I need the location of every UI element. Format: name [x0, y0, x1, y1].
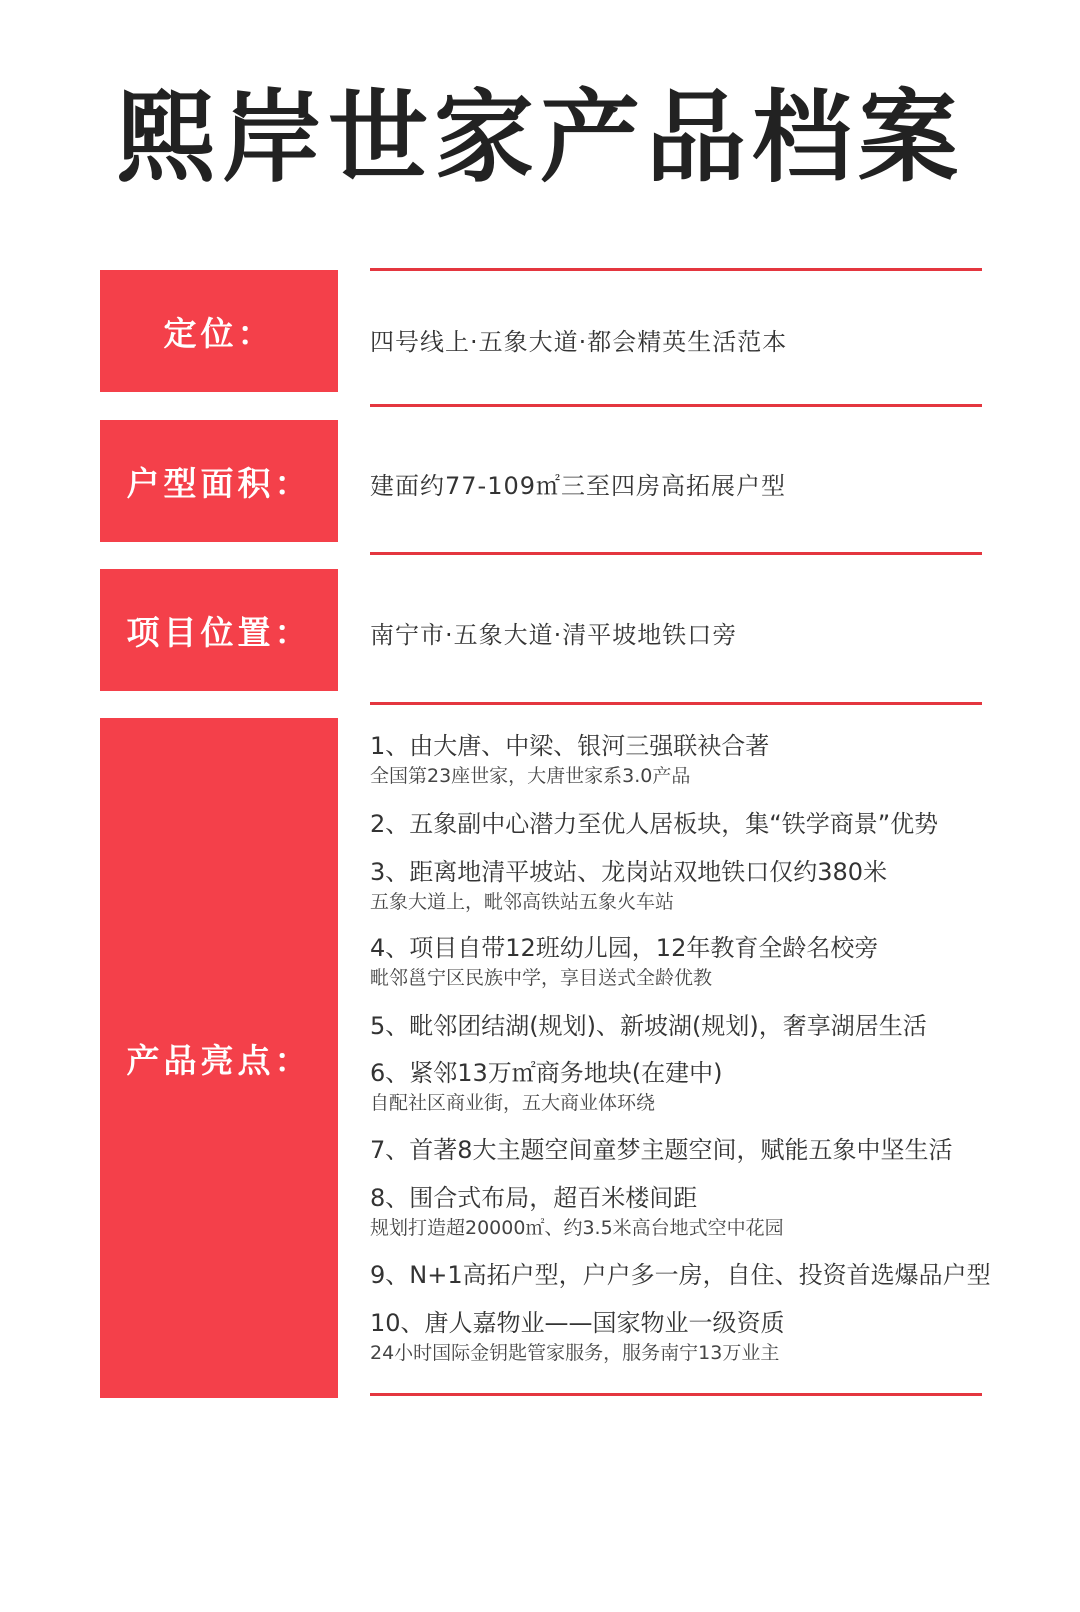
highlight-item-5 — [370, 1010, 927, 1042]
positioning-label: 定位： — [100, 270, 338, 392]
highlight-subtext: 毗邻邕宁区民族中学，享目送式全龄优教 — [370, 967, 713, 989]
highlight-item-1 — [370, 730, 769, 790]
highlight-text: 9、N+1高拓户型，户户多一房，自住、投资首选爆品户型 — [370, 1261, 991, 1289]
divider — [370, 268, 982, 271]
location-value: 南宁市·五象大道·清平坡地铁口旁 — [370, 621, 738, 649]
highlight-item-2 — [370, 808, 938, 840]
highlight-text: 8、围合式布局，超百米楼间距 — [370, 1184, 698, 1212]
divider — [370, 552, 982, 555]
highlight-item-4 — [370, 932, 878, 992]
highlight-subtext: 五象大道上，毗邻高铁站五象火车站 — [370, 891, 675, 913]
highlight-subtext: 自配社区商业街，五大商业体环绕 — [370, 1092, 656, 1114]
highlight-text: 10、唐人嘉物业——国家物业一级资质 — [370, 1309, 785, 1337]
unit-area-label: 户型面积： — [100, 420, 338, 542]
page-title: 熙岸世家产品档案 — [116, 79, 964, 196]
divider — [370, 702, 982, 705]
highlight-item-9 — [370, 1259, 991, 1291]
highlight-item-6 — [370, 1057, 723, 1117]
highlight-text: 2、五象副中心潜力至优人居板块，集“铁学商景”优势 — [370, 810, 939, 838]
highlight-item-8 — [370, 1182, 784, 1242]
unit-area-value: 建面约77-109㎡三至四房高拓展户型 — [370, 472, 787, 500]
highlights-label: 产品亮点： — [100, 718, 338, 1398]
highlight-item-7 — [370, 1134, 953, 1166]
highlight-text: 1、由大唐、中梁、银河三强联袂合著 — [370, 732, 770, 760]
highlight-text: 7、首著8大主题空间童梦主题空间，赋能五象中坚生活 — [370, 1136, 953, 1164]
highlight-text: 3、距离地清平坡站、龙岗站双地铁口仅约380米 — [370, 858, 888, 886]
location-label: 项目位置： — [100, 569, 338, 691]
positioning-value: 四号线上·五象大道·都会精英生活范本 — [370, 328, 788, 356]
divider — [370, 404, 982, 407]
highlight-item-10 — [370, 1307, 785, 1367]
highlight-text: 5、毗邻团结湖(规划)、新坡湖(规划)，奢享湖居生活 — [370, 1012, 927, 1040]
highlight-subtext: 规划打造超20000㎡、约3.5米高台地式空中花园 — [370, 1217, 784, 1239]
highlight-subtext: 全国第23座世家，大唐世家系3.0产品 — [370, 765, 691, 787]
highlight-subtext: 24小时国际金钥匙管家服务，服务南宁13万业主 — [370, 1342, 780, 1364]
highlight-text: 4、项目自带12班幼儿园，12年教育全龄名校旁 — [370, 934, 879, 962]
highlight-text: 6、紧邻13万㎡商务地块(在建中) — [370, 1059, 723, 1087]
divider — [370, 1393, 982, 1396]
highlight-item-3 — [370, 856, 887, 916]
